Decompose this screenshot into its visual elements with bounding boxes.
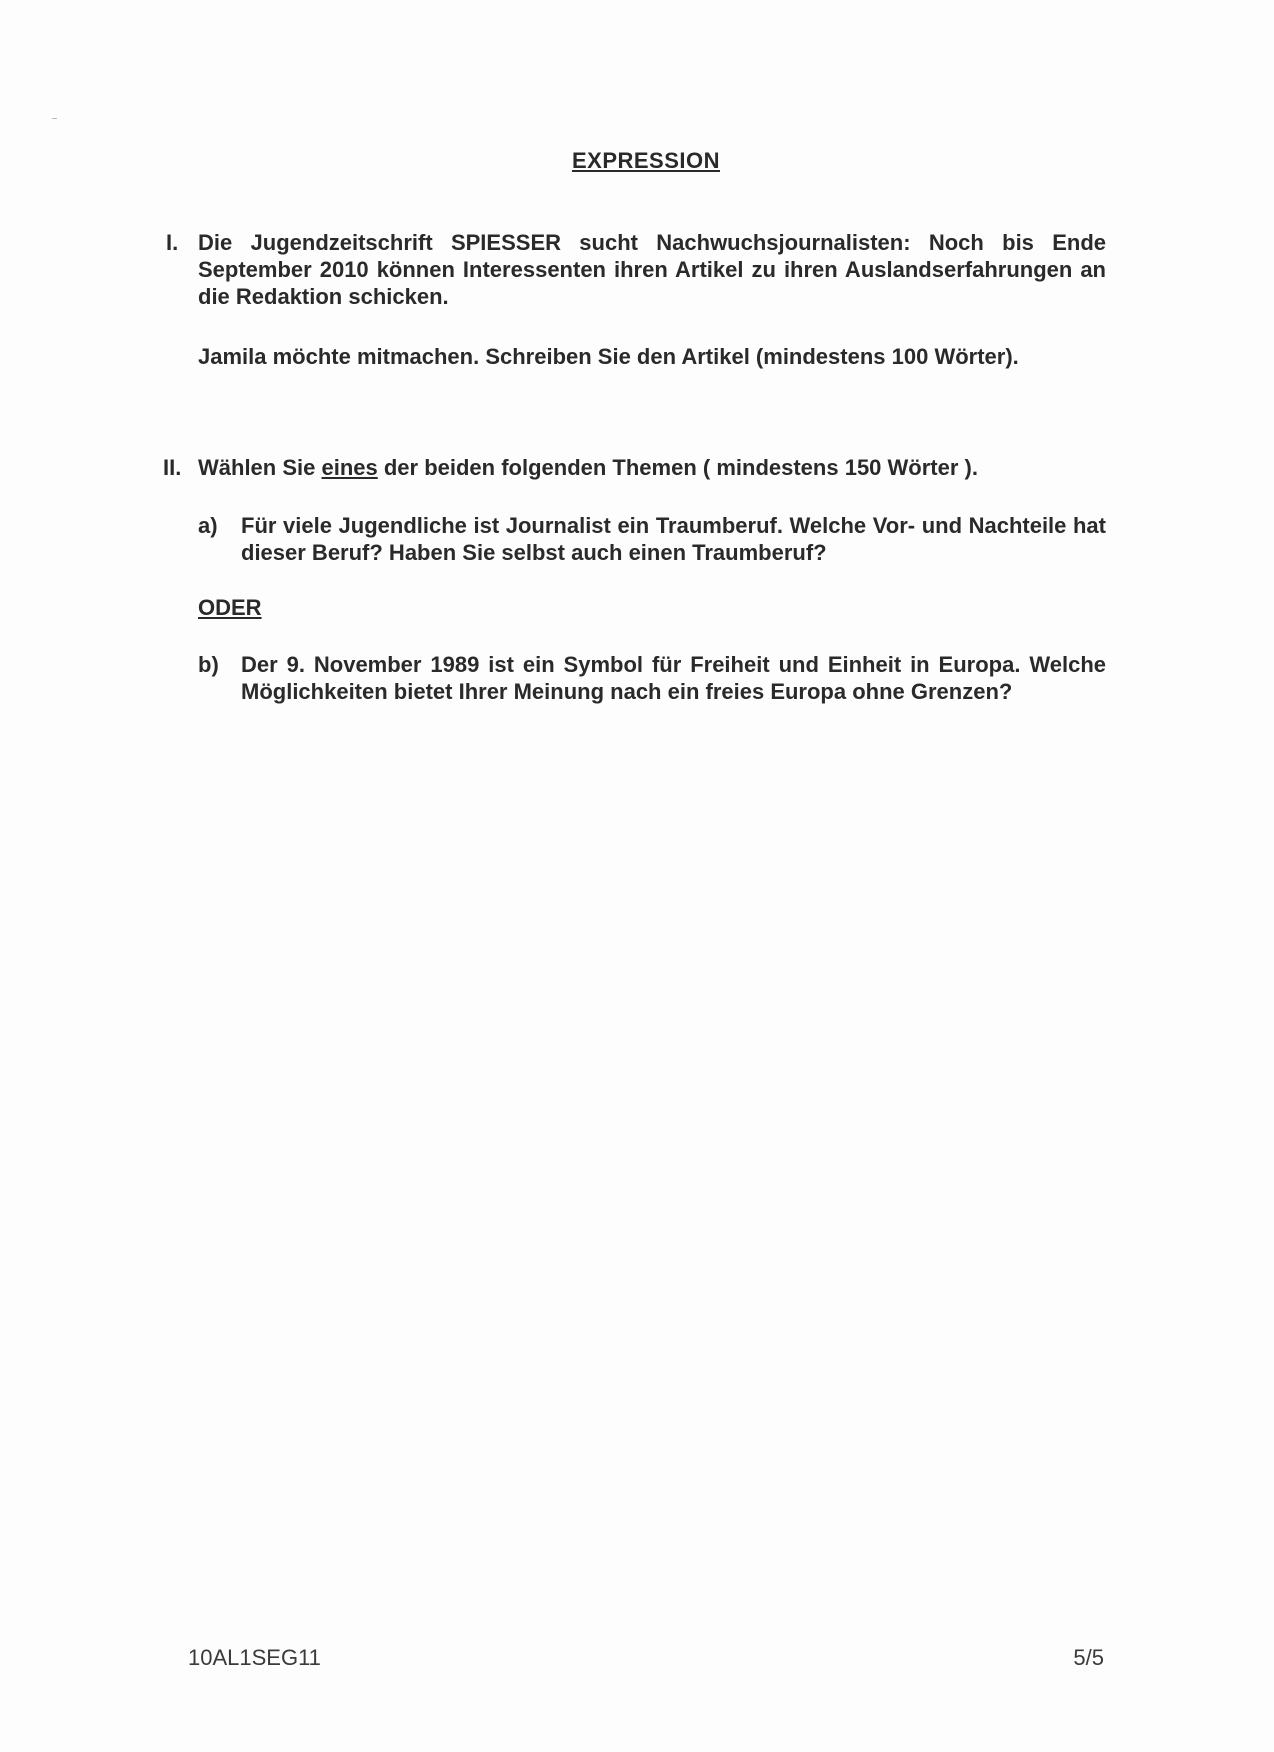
- scan-speck: [52, 118, 57, 119]
- page-title: EXPRESSION: [571, 148, 721, 173]
- separator-oder: ODER: [198, 595, 262, 620]
- option-b: [198, 651, 1106, 705]
- section-1-task: Jamila möchte mitmachen. Schreiben Sie den Artikel (mindestens 100 Wörter).: [198, 344, 1019, 369]
- option-a: [198, 512, 1106, 566]
- option-a-marker: a): [198, 513, 218, 538]
- page-number: 5/5: [1073, 1645, 1104, 1670]
- section-1: [166, 229, 1106, 310]
- section-2: [163, 454, 1106, 481]
- option-a-text: Für viele Jugendliche ist Journalist ein Traumberuf. Welche Vor- und Nachteile hat dieser Beruf? Haben Sie selbst auch einen Traumberuf?: [241, 513, 1106, 565]
- section-2-marker: II.: [163, 455, 182, 480]
- instruction-before: Wählen Sie: [198, 455, 322, 480]
- instruction-after: der beiden folgenden Themen ( mindestens 150 Wörter ).: [377, 455, 978, 480]
- section-1-marker: I.: [166, 230, 179, 255]
- section-1-paragraph: Die Jugendzeitschrift SPIESSER sucht Nachwuchsjournalisten: Noch bis Ende September 2010 können Interessenten ihren Artikel zu ihren Auslandserfahrungen an die Redaktion schicken.: [198, 230, 1106, 309]
- option-b-text: Der 9. November 1989 ist ein Symbol für Freiheit und Einheit in Europa. Welche Möglichkeiten bietet Ihrer Meinung nach ein freies Europa ohne Grenzen?: [241, 652, 1106, 704]
- instruction-emphasis: eines: [321, 455, 378, 480]
- document-code: 10AL1SEG11: [188, 1645, 321, 1670]
- section-2-instruction: [198, 454, 1106, 481]
- option-b-marker: b): [198, 652, 219, 677]
